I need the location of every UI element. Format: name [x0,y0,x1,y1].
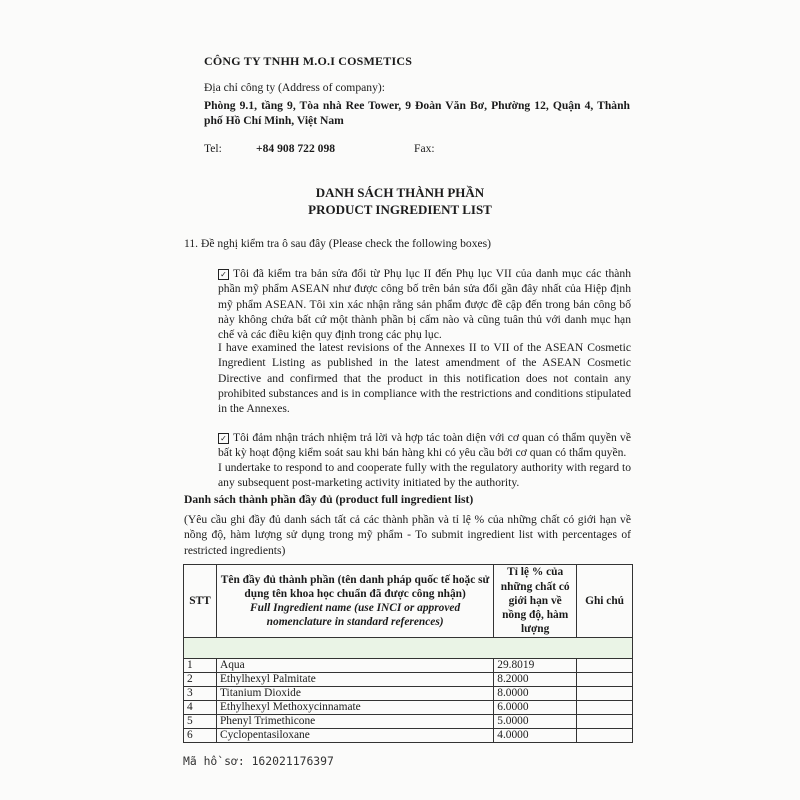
row-stt: 2 [184,673,217,687]
row-ingredient: Phenyl Trimethicone [216,715,493,729]
record-code: Mã hồ sơ: 162021176397 [183,754,334,768]
row-note [577,715,633,729]
declaration-en-2: I undertake to respond to and cooperate fully with the regulatory authority with regard to any subsequent post-marketing activity initiated by the authority. [218,461,631,490]
row-note [577,673,633,687]
declaration-vn-1-text: Tôi đã kiểm tra bản sửa đổi từ Phụ lục II đến Phụ lục VII của danh mục các thành phần mỹ phẩm ASEAN như được công bố trên bản sửa đổi gần đây nhất của Hiệp định mỹ phẩm ASEAN. Tôi xin xác nhận rằng sản phẩm được đề cập đến trong bản công bố này không chứa bất cứ một thành phần bị cấm nào và cũng tuân thủ với danh mục hạn chế và các điều kiện quy định trong các phụ lục. [218,267,631,342]
company-address: Phòng 9.1, tầng 9, Tòa nhà Ree Tower, 9 Đoàn Văn Bơ, Phường 12, Quận 4, Thành phố Hồ Chí Minh, Việt Nam [204,99,630,128]
row-ingredient: Ethylhexyl Methoxycinnamate [216,701,493,715]
row-stt: 5 [184,715,217,729]
full-list-note: (Yêu cầu ghi đầy đủ danh sách tất cả các thành phần và tỉ lệ % của những chất có giới hạn về nồng độ, hàm lượng sử dụng trong mỹ phẩm - To submit ingredient list with percentages of restricted ingredients) [184,513,631,557]
header-stt: STT [184,565,217,638]
row-note [577,687,633,701]
row-ingredient: Ethylhexyl Palmitate [216,673,493,687]
tel-label: Tel: [204,142,222,155]
row-ingredient: Aqua [216,659,493,673]
row-percent: 29.8019 [494,659,577,673]
full-list-title: Danh sách thành phần đầy đủ (product full ingredient list) [184,493,474,506]
section-11-heading: 11. Đề nghị kiểm tra ô sau đây (Please check the following boxes) [184,237,492,250]
table-row [184,715,633,729]
row-ingredient: Titanium Dioxide [216,687,493,701]
company-name: CÔNG TY TNHH M.O.I COSMETICS [204,54,413,68]
row-percent: 6.0000 [494,701,577,715]
header-name-en: Full Ingredient name (use INCI or approved nomenclature in standard references) [250,602,461,629]
table-row [184,659,633,673]
table-header-row [184,565,633,638]
table-row [184,701,633,715]
tel-value: +84 908 722 098 [256,142,336,155]
checkbox-checked-icon: ✓ [218,269,229,280]
row-stt: 3 [184,687,217,701]
address-label: Địa chỉ công ty (Address of company): [204,81,385,94]
header-note: Ghi chú [577,565,633,638]
row-note [577,659,633,673]
row-note [577,701,633,715]
row-percent: 8.0000 [494,687,577,701]
header-ingredient-name [216,565,493,638]
title-vn: DANH SÁCH THÀNH PHẦN [315,185,485,200]
declaration-en-1: I have examined the latest revisions of the Annexes II to VII of the ASEAN Cosmetic Ingredient Listing as published in the latest amendment of the ASEAN Cosmetic Directive and confirmed that the product in this notification does not contain any prohibited substances and is in compliance with the restrictions and conditions stipulated in the Annexes. [218,341,631,416]
row-percent: 8.2000 [494,673,577,687]
table-row [184,687,633,701]
declaration-vn-2-text: Tôi đảm nhận trách nhiệm trả lời và hợp tác toàn diện với cơ quan có thẩm quyền về bất kỳ hoạt động kiểm soát sau khi bán hàng khi có yêu cầu bởi cơ quan có thẩm quyền. [218,431,631,460]
declaration-vn-2 [218,430,631,461]
checkbox-checked-icon: ✓ [218,433,229,444]
row-percent: 4.0000 [494,729,577,743]
title-en: PRODUCT INGREDIENT LIST [308,202,492,217]
header-percent: Tỉ lệ % của những chất có giới hạn về nồng độ, hàm lượng [494,565,577,638]
declaration-vn-1 [218,266,631,342]
row-stt: 4 [184,701,217,715]
row-percent: 5.0000 [494,715,577,729]
row-stt: 1 [184,659,217,673]
row-note [577,729,633,743]
row-stt: 6 [184,729,217,743]
row-ingredient: Cyclopentasiloxane [216,729,493,743]
header-name-vn: Tên đầy đủ thành phần (tên danh pháp quốc tế hoặc sử dụng tên khoa học chuẩn đã được công nhận) [220,573,490,600]
table-row [184,729,633,743]
ingredient-table [183,564,633,743]
table-spacer-row [184,638,633,659]
fax-label: Fax: [414,142,435,155]
table-row [184,673,633,687]
